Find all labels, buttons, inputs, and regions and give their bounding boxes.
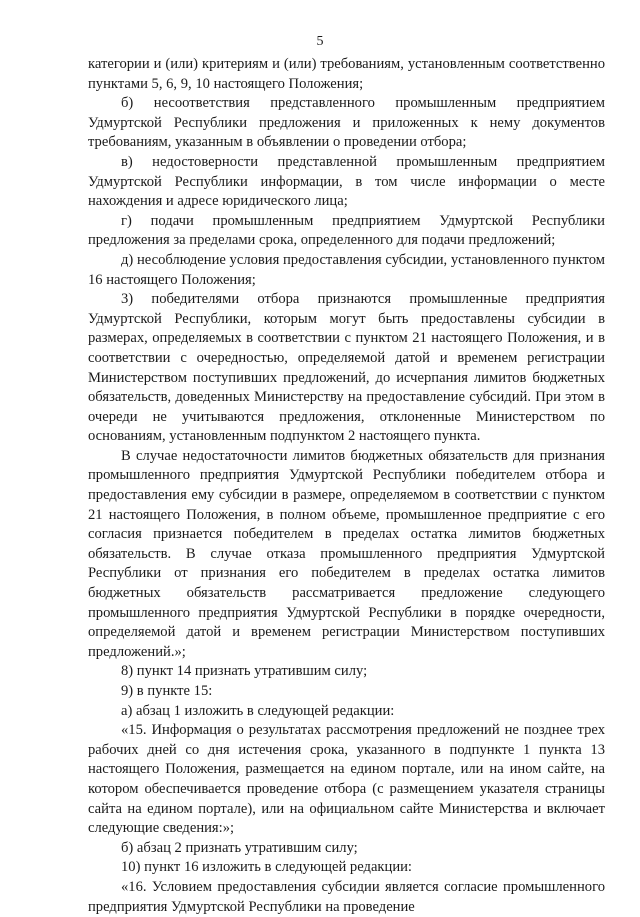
paragraph-b-nonconformity: б) несоответствия представленного промышленным предприятием Удмуртской Республики предложения и приложенных к нему документов требованиям, указанным в объявлении о проведении отбора;	[88, 95, 605, 151]
paragraph-9-point-15: 9) в пункте 15:	[121, 683, 213, 699]
paragraph-a-abzac-1: а) абзац 1 изложить в следующей редакции:	[121, 702, 395, 719]
paragraph-b-abzac-2: б) абзац 2 признать утратившим силу;	[121, 839, 358, 856]
paragraph-10-point-16: 10) пункт 16 изложить в следующей редакции:	[121, 859, 412, 876]
page-number: 5	[316, 34, 324, 49]
paragraph-15-information: «15. Информация о результатах рассмотрения предложений не позднее трех рабочих дней со дня истечения срока, указанного в подпункте 1 пункта 13 настоящего Положения, размещается на едином портале, или на ином сайте, на котором обеспечивается проведение отбора (с размещением указателя страницы сайта на едином портале), или на официальном сайте Министерства и включает следующие сведения:»;	[88, 722, 605, 837]
paragraph-3-winners: 3) победителями отбора признаются промышленные предприятия Удмуртской Республики, которым могут быть предоставлены субсидии в размерах, определяемых в соответствии с пунктом 21 настоящего Положения, и в соответствии с очередностью, определяемой датой и временем регистрации Министерством поступивших предложений, до исчерпания лимитов бюджетных обязательств, доведенных Министерству на предоставление субсидий. При этом в очереди не учитываются предложения, отклоненные Министерством по основаниям, установленным подпунктом 2 настоящего пункта.	[88, 291, 605, 445]
paragraph-g-late-submission: г) подачи промышленным предприятием Удмуртской Республики предложения за пределами срока, определенного для подачи предложений;	[88, 212, 605, 249]
paragraph-criteria-continuation: категории и (или) критериям и (или) требованиям, установленным соответственно пунктами 5, 6, 9, 10 настоящего Положения;	[88, 56, 605, 92]
document-body	[88, 55, 605, 917]
paragraph-v-unreliability: в) недостоверности представленной промышленным предприятием Удмуртской Республики информации, в том числе информации о месте нахождения и адресе юридического лица;	[88, 153, 605, 210]
paragraph-insufficient-limits: В случае недостаточности лимитов бюджетных обязательств для признания промышленного предприятия Удмуртской Республики победителем отбора и предоставления ему субсидии в размере, определяемом в соответствии с пунктом 21 настоящего Положения, в полном объеме, промышленное предприятие с его согласия признается победителем в пределах остатка лимитов бюджетных обязательств. В случае отказа промышленного предприятия Удмуртской Республики от признания его победителем в пределах остатка лимитов бюджетных обязательств рассматривается предложение следующего промышленного предприятия Удмуртской Республики в порядке очередности, определяемой датой и временем регистрации Министерством поступивших предложений.»;	[88, 447, 605, 660]
paragraph-16-condition: «16. Условием предоставления субсидии является согласие промышленного предприятия Удмуртской Республики на проведение	[88, 878, 605, 915]
paragraph-8-point-14: 8) пункт 14 признать утратившим силу;	[121, 663, 368, 680]
paragraph-d-condition: д) несоблюдение условия предоставления субсидии, установленного пунктом 16 настоящего Положения;	[88, 251, 605, 288]
